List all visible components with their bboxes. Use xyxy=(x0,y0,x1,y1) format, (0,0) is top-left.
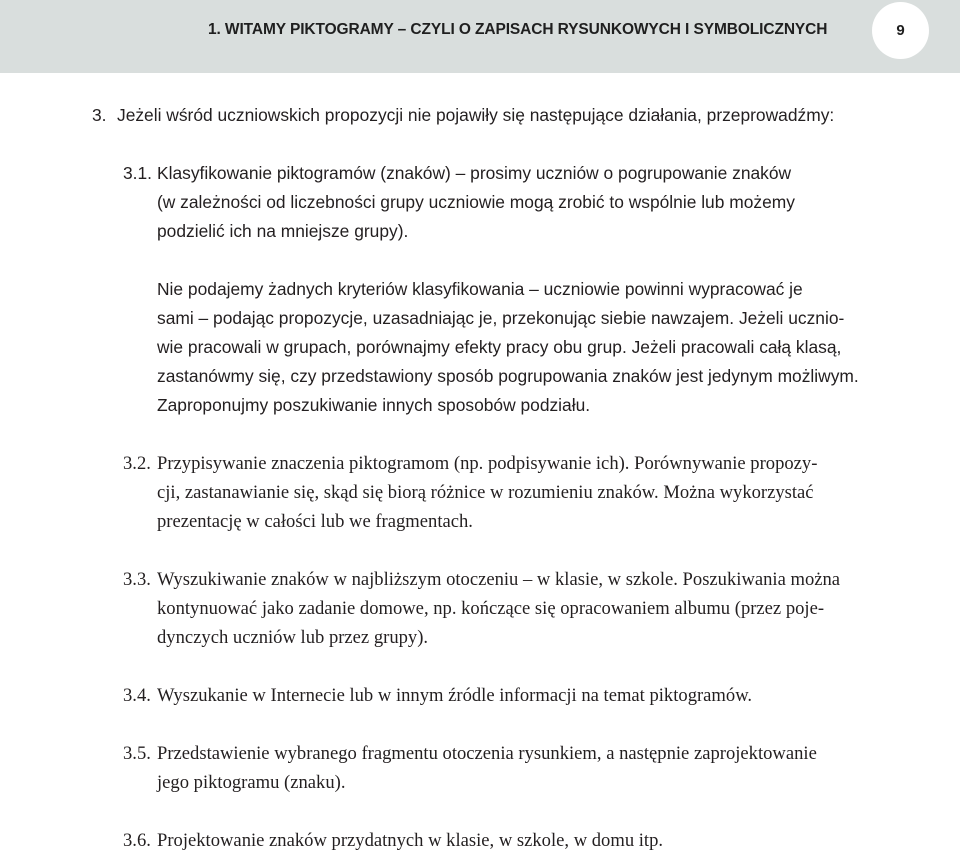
section-line: (w zależności od liczebności grupy uczniowie mogą zrobić to wspólnie lub możemy xyxy=(157,192,795,212)
paragraph-line: Zaproponujmy poszukiwanie innych sposobów podziału. xyxy=(157,395,591,415)
page-number-badge xyxy=(872,2,929,59)
section-line: Wyszukiwanie znaków w najbliższym otoczeniu – w klasie, w szkole. Poszukiwania można xyxy=(157,569,841,590)
section-number: 3.4. xyxy=(123,685,151,706)
section-line: podzielić ich na mniejsze grupy). xyxy=(157,221,409,241)
section-line: Projektowanie znaków przydatnych w klasie, w szkole, w domu itp. xyxy=(157,830,664,851)
section-line: kontynuować jako zadanie domowe, np. kończące się opracowaniem albumu (przez poje- xyxy=(157,598,825,619)
section-line: Przedstawienie wybranego fragmentu otoczenia rysunkiem, a następnie zaprojektowanie xyxy=(157,743,817,764)
intro-number: 3. xyxy=(92,105,107,125)
section-number: 3.6. xyxy=(123,830,151,851)
section-line: Przypisywanie znaczenia piktogramom (np. podpisywanie ich). Porównywanie propozy- xyxy=(157,453,818,474)
paragraph-line: Nie podajemy żadnych kryteriów klasyfikowania – uczniowie powinni wypracować je xyxy=(157,279,803,299)
paragraph-line: sami – podając propozycje, uzasadniając je, przekonując siebie nawzajem. Jeżeli ucznio- xyxy=(157,308,845,328)
page-number: 9 xyxy=(896,22,905,39)
page-header xyxy=(0,0,960,73)
section-line: jego piktogramu (znaku). xyxy=(157,772,346,793)
section-line: prezentację w całości lub we fragmentach. xyxy=(157,511,473,532)
paragraph-line: zastanówmy się, czy przedstawiony sposób pogrupowania znaków jest jedynym możliwym. xyxy=(157,366,859,386)
section-line: Klasyfikowanie piktogramów (znaków) – prosimy uczniów o pogrupowanie znaków xyxy=(157,163,792,183)
section-number: 3.5. xyxy=(123,743,151,764)
chapter-title: 1. WITAMY PIKTOGRAMY – CZYLI O ZAPISACH RYSUNKOWYCH I SYMBOLICZNYCH xyxy=(208,21,828,38)
section-number: 3.3. xyxy=(123,569,151,590)
paragraph-line: wie pracowali w grupach, porównajmy efekty pracy obu grup. Jeżeli pracowali całą klasą, xyxy=(157,337,842,357)
section-number: 3.2. xyxy=(123,453,151,474)
intro-text: Jeżeli wśród uczniowskich propozycji nie pojawiły się następujące działania, przeprowadźmy: xyxy=(117,105,835,125)
section-line: dynczych uczniów lub przez grupy). xyxy=(157,627,429,648)
section-line: Wyszukanie w Internecie lub w innym źródle informacji na temat piktogramów. xyxy=(157,685,753,706)
section-number: 3.1. xyxy=(123,163,153,183)
section-line: cji, zastanawianie się, skąd się biorą różnice w rozumieniu znaków. Można wykorzystać xyxy=(157,482,814,503)
